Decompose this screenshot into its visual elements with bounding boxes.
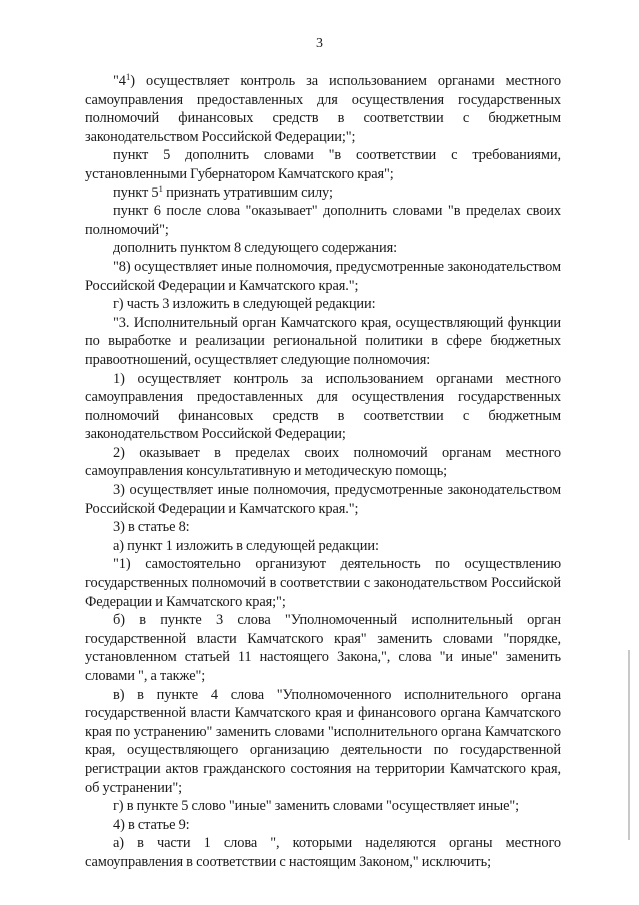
document-body — [85, 72, 561, 872]
paragraph-p2: пункт 5 дополнить словами "в соответствии с требованиями, установленными Губернатором Камчатского края"; — [85, 147, 561, 182]
paragraph-p11: 3) осуществляет иные полномочия, предусмотренные законодательством Российской Федерации и Камчатского края."; — [85, 482, 561, 517]
paragraph-p15: б) в пункте 3 слова "Уполномоченный исполнительный орган государственной власти Камчатского края" заменить словами "порядке, установленном статьей 11 настоящего Закона,", слова "и иные" заменить словами ", а также"; — [85, 612, 561, 684]
paragraph-text: "4 — [113, 73, 126, 89]
paragraph-p12: 3) в статье 8: — [113, 519, 190, 536]
paragraph-p7: г) часть 3 изложить в следующей редакции: — [113, 296, 376, 313]
paragraph-text: ) осуществляет контроль за использованием органами местного самоуправления предоставленных для осуществления государственных полномочий финансовых средств в соответствии с бюджетным законодательством Российской Федерации;"; — [85, 73, 561, 145]
paragraph-text: пункт 5 — [113, 184, 159, 201]
paragraph-p5: дополнить пунктом 8 следующего содержания: — [113, 240, 398, 257]
paragraph-p18: 4) в статье 9: — [113, 816, 190, 833]
paragraph-p14: "1) самостоятельно организуют деятельность по осуществлению государственных полномочий в соответствии с законодательством Российской Федерации и Камчатского края;"; — [85, 556, 561, 610]
paragraph-p3 — [85, 184, 561, 203]
page-number: 3 — [316, 36, 323, 51]
paragraph-p19: а) в части 1 слова ", которыми наделяются органы местного самоуправления в соответствии с настоящим Законом," исключить; — [85, 835, 561, 870]
paragraph-p16: в) в пункте 4 слова "Уполномоченного исполнительного органа государственной власти Камчатского края и финансового органа Камчатского края по устранению" заменить словами "исполнительного органа Камчатского края, осуществляющего организацию деятельности по государственной регистрации актов гражданского состояния на территории Камчатского края, об устранении"; — [85, 686, 561, 796]
paragraph-p4: пункт 6 после слова "оказывает" дополнить словами "в пределах своих полномочий"; — [85, 203, 561, 238]
paragraph-p9: 1) осуществляет контроль за использованием органами местного самоуправления предоставленных для осуществления государственных полномочий финансовых средств в соответствии с бюджетным законодательством Российской Федерации; — [85, 370, 561, 443]
paragraph-p10: 2) оказывает в пределах своих полномочий органам местного самоуправления консультативную и методическую помощь; — [85, 444, 561, 480]
paragraph-p6: "8) осуществляет иные полномочия, предусмотренные законодательством Российской Федерации и Камчатского края."; — [85, 258, 561, 294]
paragraph-p17: г) в пункте 5 слово "иные" заменить словами "осуществляет иные"; — [113, 798, 520, 815]
superscript: 1 — [125, 72, 131, 82]
paragraph-p13: а) пункт 1 изложить в следующей редакции: — [113, 537, 379, 554]
superscript: 1 — [158, 183, 163, 194]
paragraph-text: признать утратившим силу; — [162, 184, 333, 201]
paragraph-p1 — [85, 72, 561, 146]
paragraph-p8: "3. Исполнительный орган Камчатского края, осуществляющий функции по выработке и реализации региональной политики в сфере бюджетных правоотношений, осуществляет следующие полномочия: — [85, 314, 561, 368]
scan-edge-mark — [628, 650, 630, 840]
